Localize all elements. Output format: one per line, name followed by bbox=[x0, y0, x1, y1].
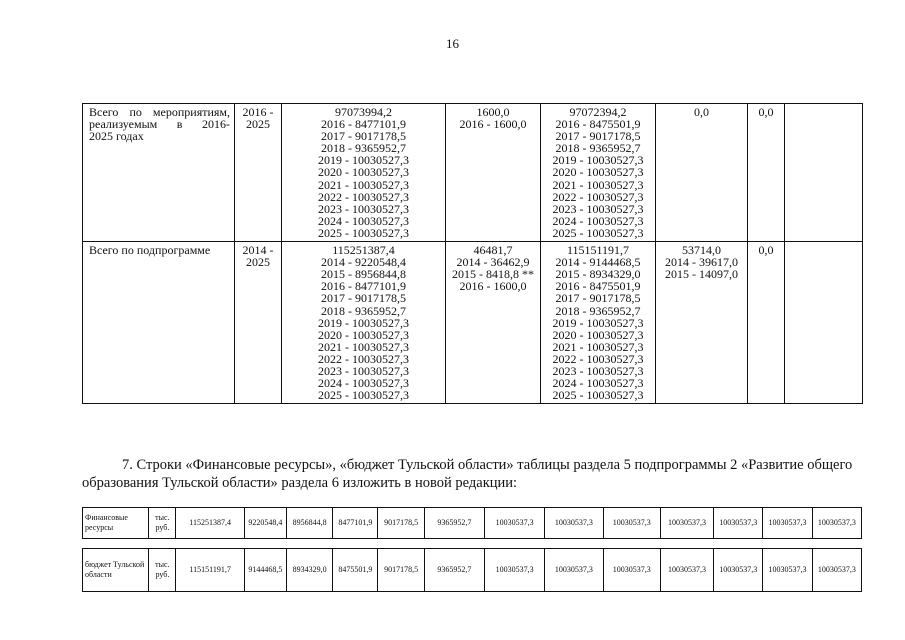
value-cell-col3 bbox=[282, 104, 446, 242]
period-cell bbox=[235, 242, 282, 404]
value-line: 97072394,2 bbox=[569, 105, 627, 119]
unit-label: тыс. руб. bbox=[149, 549, 176, 592]
value-cell: 8934329,0 bbox=[287, 549, 333, 592]
period-cell bbox=[235, 104, 282, 242]
value-line: 2020 - 10030527,3 bbox=[318, 327, 409, 342]
value-line: 2015 - 8418,8 ** bbox=[452, 267, 534, 282]
value-line: 2014 - 9144468,5 bbox=[555, 255, 641, 270]
value-line: 2022 - 10030527,3 bbox=[552, 189, 644, 204]
paragraph-text: 7. Строки «Финансовые ресурсы», «бюджет Тульской области» таблицы раздела 5 подпрограммы 2 «Развитие общего образования Тульской области» раздела 6 изложить в новой редакции: bbox=[82, 457, 853, 491]
value-cell: 10030537,3 bbox=[763, 508, 812, 539]
regional-budget-row bbox=[83, 549, 862, 592]
value-line: 0,0 bbox=[758, 105, 774, 119]
value-cell: 10030537,3 bbox=[763, 549, 812, 592]
value-line: 2014 - 9220548,4 bbox=[321, 255, 406, 270]
value-line: 2023 - 10030527,3 bbox=[552, 201, 644, 216]
value-line: 2015 - 8956844,8 bbox=[321, 267, 406, 282]
value-cell: 10030537,3 bbox=[545, 549, 603, 592]
value-cell: 8956844,8 bbox=[287, 508, 333, 539]
value-line: 2019 - 10030527,3 bbox=[318, 315, 409, 330]
value-cell: 115151191,7 bbox=[176, 549, 244, 592]
row-name-line: реализуемым в 2016- bbox=[89, 117, 230, 132]
value-line: 2018 - 9365952,7 bbox=[555, 303, 641, 318]
value-cell: 8475501,9 bbox=[333, 549, 378, 592]
value-line: 2023 - 10030527,3 bbox=[552, 363, 644, 378]
row-name-line: Всего по мероприятиям, bbox=[89, 105, 230, 119]
value-cell: 10030537,3 bbox=[812, 549, 861, 592]
value-cell-col5 bbox=[541, 242, 656, 404]
row-label: Финансовые ресурсы bbox=[83, 508, 149, 539]
amendment-paragraph bbox=[82, 456, 862, 492]
value-cell: 8477101,9 bbox=[333, 508, 378, 539]
value-cell-col5 bbox=[541, 104, 656, 242]
value-cell: 115251387,4 bbox=[176, 508, 244, 539]
value-line: 2021 - 10030527,3 bbox=[552, 177, 644, 192]
value-line: 2019 - 10030527,3 bbox=[318, 153, 409, 168]
value-line: 2018 - 9365952,7 bbox=[321, 303, 406, 318]
value-cell-col8 bbox=[785, 242, 863, 404]
value-cell: 9365952,7 bbox=[424, 549, 484, 592]
value-cell: 10030537,3 bbox=[603, 549, 660, 592]
value-line: 2014 - 36462,9 bbox=[456, 255, 530, 270]
value-line: 2018 - 9365952,7 bbox=[321, 141, 406, 156]
table-row bbox=[83, 104, 863, 242]
value-cell: 10030537,3 bbox=[603, 508, 660, 539]
value-line: 2025 - 10030527,3 bbox=[552, 388, 644, 403]
value-cell: 10030537,3 bbox=[714, 508, 763, 539]
value-line: 2024 - 10030527,3 bbox=[552, 213, 644, 228]
value-line: 2016 - 1600,0 bbox=[459, 279, 527, 294]
value-cell: 10030537,3 bbox=[660, 508, 713, 539]
value-line: 2024 - 10030527,3 bbox=[318, 213, 409, 228]
row-label: бюджет Тульской области bbox=[83, 549, 149, 592]
value-cell: 10030537,3 bbox=[660, 549, 713, 592]
value-line: 2016 - 8475501,9 bbox=[555, 279, 641, 294]
value-cell: 9220548,4 bbox=[244, 508, 286, 539]
value-line: 2024 - 10030527,3 bbox=[552, 376, 644, 391]
value-line: 2016 - 8477101,9 bbox=[321, 117, 406, 132]
value-cell-col7 bbox=[748, 242, 785, 404]
value-line: 2017 - 9017178,5 bbox=[555, 291, 641, 306]
value-line: 46481,7 bbox=[473, 243, 513, 258]
value-line: 2021 - 10030527,3 bbox=[318, 339, 409, 354]
unit-label: тыс. руб. bbox=[149, 508, 176, 539]
value-cell: 9365952,7 bbox=[424, 508, 484, 539]
value-line: 2014 - 39617,0 bbox=[665, 255, 738, 270]
value-line: 2015 - 8934329,0 bbox=[555, 267, 641, 282]
row-name-line: 2025 годах bbox=[89, 129, 144, 144]
main-table bbox=[82, 103, 863, 404]
value-line: 0,0 bbox=[694, 105, 709, 119]
financial-resources-table bbox=[82, 507, 862, 539]
value-cell-col3 bbox=[282, 242, 446, 404]
value-cell: 9144468,5 bbox=[244, 549, 286, 592]
value-line: 115151191,7 bbox=[566, 243, 630, 258]
value-line: 115251387,4 bbox=[332, 243, 395, 258]
period-line: 2025 bbox=[246, 117, 270, 132]
page-number: 16 bbox=[446, 36, 459, 51]
value-line: 2023 - 10030527,3 bbox=[318, 201, 409, 216]
value-line: 2023 - 10030527,3 bbox=[318, 363, 409, 378]
table-row bbox=[83, 242, 863, 404]
value-cell-col4 bbox=[446, 104, 541, 242]
value-line: 2015 - 14097,0 bbox=[665, 267, 738, 282]
row-name-cell bbox=[83, 104, 235, 242]
financial-resources-row bbox=[83, 508, 862, 539]
value-line: 2021 - 10030527,3 bbox=[318, 177, 409, 192]
value-cell: 9017178,5 bbox=[378, 508, 424, 539]
period-line: 2025 bbox=[246, 255, 270, 270]
value-cell: 9017178,5 bbox=[378, 549, 424, 592]
value-line: 2025 - 10030527,3 bbox=[552, 225, 644, 240]
row-name-line: Всего по подпрограмме bbox=[89, 243, 211, 258]
value-line: 2019 - 10030527,3 bbox=[552, 153, 644, 168]
value-line: 2025 - 10030527,3 bbox=[318, 388, 409, 403]
value-line: 1600,0 bbox=[476, 105, 510, 119]
value-line: 2018 - 9365952,7 bbox=[555, 141, 641, 156]
value-cell-col6 bbox=[656, 242, 748, 404]
value-line: 2017 - 9017178,5 bbox=[321, 129, 406, 144]
value-cell-col6 bbox=[656, 104, 748, 242]
value-line: 2020 - 10030527,3 bbox=[552, 165, 644, 180]
value-cell: 10030537,3 bbox=[484, 549, 544, 592]
value-line: 2016 - 8477101,9 bbox=[321, 279, 406, 294]
value-cell: 10030537,3 bbox=[812, 508, 861, 539]
value-line: 0,0 bbox=[758, 243, 774, 258]
value-line: 2022 - 10030527,3 bbox=[318, 189, 409, 204]
period-line: 2016 - bbox=[242, 105, 274, 119]
value-cell: 10030537,3 bbox=[714, 549, 763, 592]
value-cell-col7 bbox=[748, 104, 785, 242]
value-cell-col4 bbox=[446, 242, 541, 404]
row-name-cell bbox=[83, 242, 235, 404]
value-line: 2016 - 1600,0 bbox=[459, 117, 527, 132]
value-line: 2025 - 10030527,3 bbox=[318, 225, 409, 240]
period-line: 2014 - bbox=[242, 243, 274, 258]
value-line: 2020 - 10030527,3 bbox=[318, 165, 409, 180]
value-line: 97073994,2 bbox=[335, 105, 392, 119]
regional-budget-table bbox=[82, 548, 862, 592]
value-line: 2016 - 8475501,9 bbox=[555, 117, 641, 132]
value-line: 2019 - 10030527,3 bbox=[552, 315, 644, 330]
value-cell-col8 bbox=[785, 104, 863, 242]
value-line: 2017 - 9017178,5 bbox=[555, 129, 641, 144]
value-cell: 10030537,3 bbox=[484, 508, 544, 539]
value-line: 2022 - 10030527,3 bbox=[552, 351, 644, 366]
value-line: 2024 - 10030527,3 bbox=[318, 376, 409, 391]
value-line: 53714,0 bbox=[682, 243, 721, 258]
value-line: 2021 - 10030527,3 bbox=[552, 339, 644, 354]
value-line: 2017 - 9017178,5 bbox=[321, 291, 406, 306]
value-line: 2020 - 10030527,3 bbox=[552, 327, 644, 342]
value-cell: 10030537,3 bbox=[545, 508, 603, 539]
value-line: 2022 - 10030527,3 bbox=[318, 351, 409, 366]
